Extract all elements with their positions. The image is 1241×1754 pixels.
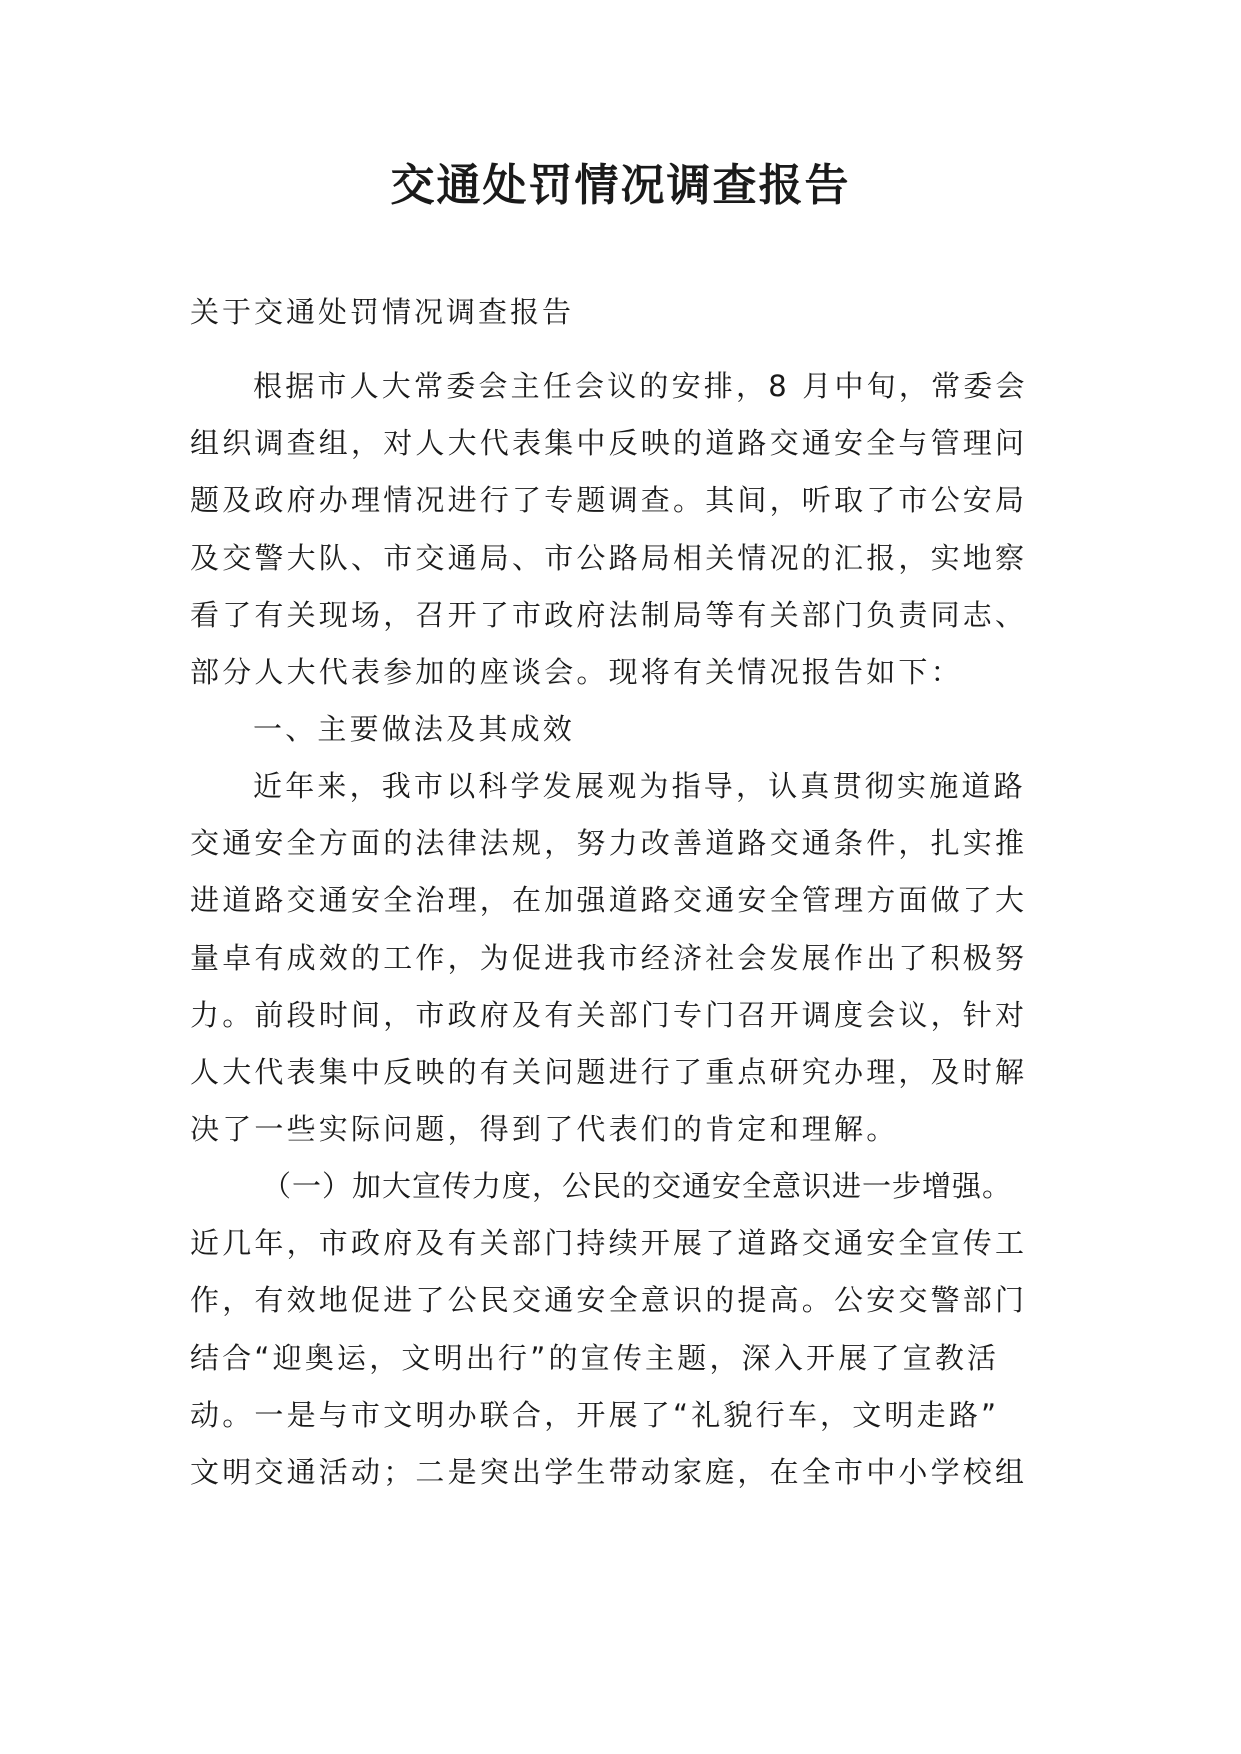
body-line: 题及政府办理情况进行了专题调查。其间，听取了市公安局	[190, 483, 1028, 517]
body-line: 及交警大队、市交通局、市公路局相关情况的汇报，实地察	[190, 541, 1028, 575]
body-line: 结合“迎奥运，文明出行”的宣传主题，深入开展了宣教活	[190, 1341, 1000, 1375]
body-line: 人大代表集中反映的有关问题进行了重点研究办理，及时解	[190, 1055, 1028, 1089]
body-line: 根据市人大常委会主任会议的安排，8 月中旬，常委会	[253, 369, 1028, 403]
body-line: 文明交通活动；二是突出学生带动家庭，在全市中小学校组	[190, 1455, 1028, 1489]
body-line: 组织调查组，对人大代表集中反映的道路交通安全与管理问	[190, 426, 1028, 460]
section-heading: 一、主要做法及其成效	[253, 712, 576, 746]
body-line: （一）加大宣传力度，公民的交通安全意识进一步增强。	[262, 1169, 1013, 1203]
body-line: 交通安全方面的法律法规，努力改善道路交通条件，扎实推	[190, 826, 1028, 860]
body-line: 近几年，市政府及有关部门持续开展了道路交通安全宣传工	[190, 1226, 1028, 1260]
body-line: 部分人大代表参加的座谈会。现将有关情况报告如下：	[190, 655, 963, 689]
body-line: 近年来，我市以科学发展观为指导，认真贯彻实施道路	[253, 769, 1026, 803]
body-line: 力。前段时间，市政府及有关部门专门召开调度会议，针对	[190, 998, 1028, 1032]
body-line: 动。一是与市文明办联合，开展了“礼貌行车，文明走路”	[190, 1398, 1000, 1432]
document-title: 交通处罚情况调查报告	[390, 160, 851, 211]
body-line: 量卓有成效的工作，为促进我市经济社会发展作出了积极努	[190, 941, 1028, 975]
document-subtitle: 关于交通处罚情况调查报告	[190, 295, 575, 329]
body-line: 决了一些实际问题，得到了代表们的肯定和理解。	[190, 1112, 899, 1146]
body-line: 作，有效地促进了公民交通安全意识的提高。公安交警部门	[190, 1283, 1028, 1317]
body-line: 进道路交通安全治理，在加强道路交通安全管理方面做了大	[190, 883, 1028, 917]
body-line: 看了有关现场，召开了市政府法制局等有关部门负责同志、	[190, 598, 1028, 632]
